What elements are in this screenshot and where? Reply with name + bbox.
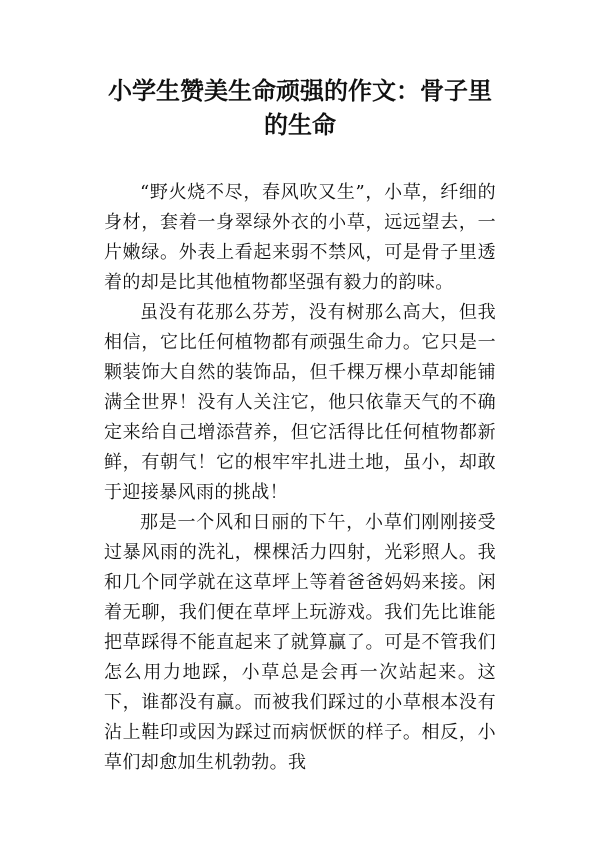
paragraph-2: 虽没有花那么芬芳，没有树那么高大，但我相信，它比任何植物都有顽强生命力。它只是一颗装饰大自然的装饰品，但千棵万棵小草却能铺满全世界！没有人关注它，他只依靠天气的不确定来给自己增添营养，但它活得比任何植物都新鲜，有朝气！它的根牢牢扎进土地，虽小，却敢于迎接暴风雨的挑战！ <box>104 302 496 503</box>
title-line-2: 的生命 <box>264 111 336 139</box>
essay-body <box>104 178 496 778</box>
title-line-1: 小学生赞美生命顽强的作文：骨子里 <box>108 77 492 105</box>
paragraph-3: 那是一个风和日丽的下午，小草们刚刚接受过暴风雨的洗礼，棵棵活力四射，光彩照人。我和几个同学就在这草坪上等着爸爸妈妈来接。闲着无聊，我们便在草坪上玩游戏。我们先比谁能把草踩得不能直起来了就算赢了。可是不管我们怎么用力地踩，小草总是会再一次站起来。这下，谁都没有赢。而被我们踩过的小草根本没有沾上鞋印或因为踩过而病恹恹的样子。相反，小草们却愈加生机勃勃。我 <box>104 512 496 773</box>
paragraph-1: “野火烧不尽，春风吹又生”，小草，纤细的身材，套着一身翠绿外衣的小草，远远望去，一片嫩绿。外表上看起来弱不禁风，可是骨子里透着的却是比其他植物都坚强有毅力的韵味。 <box>104 182 496 293</box>
document-title <box>90 74 510 142</box>
